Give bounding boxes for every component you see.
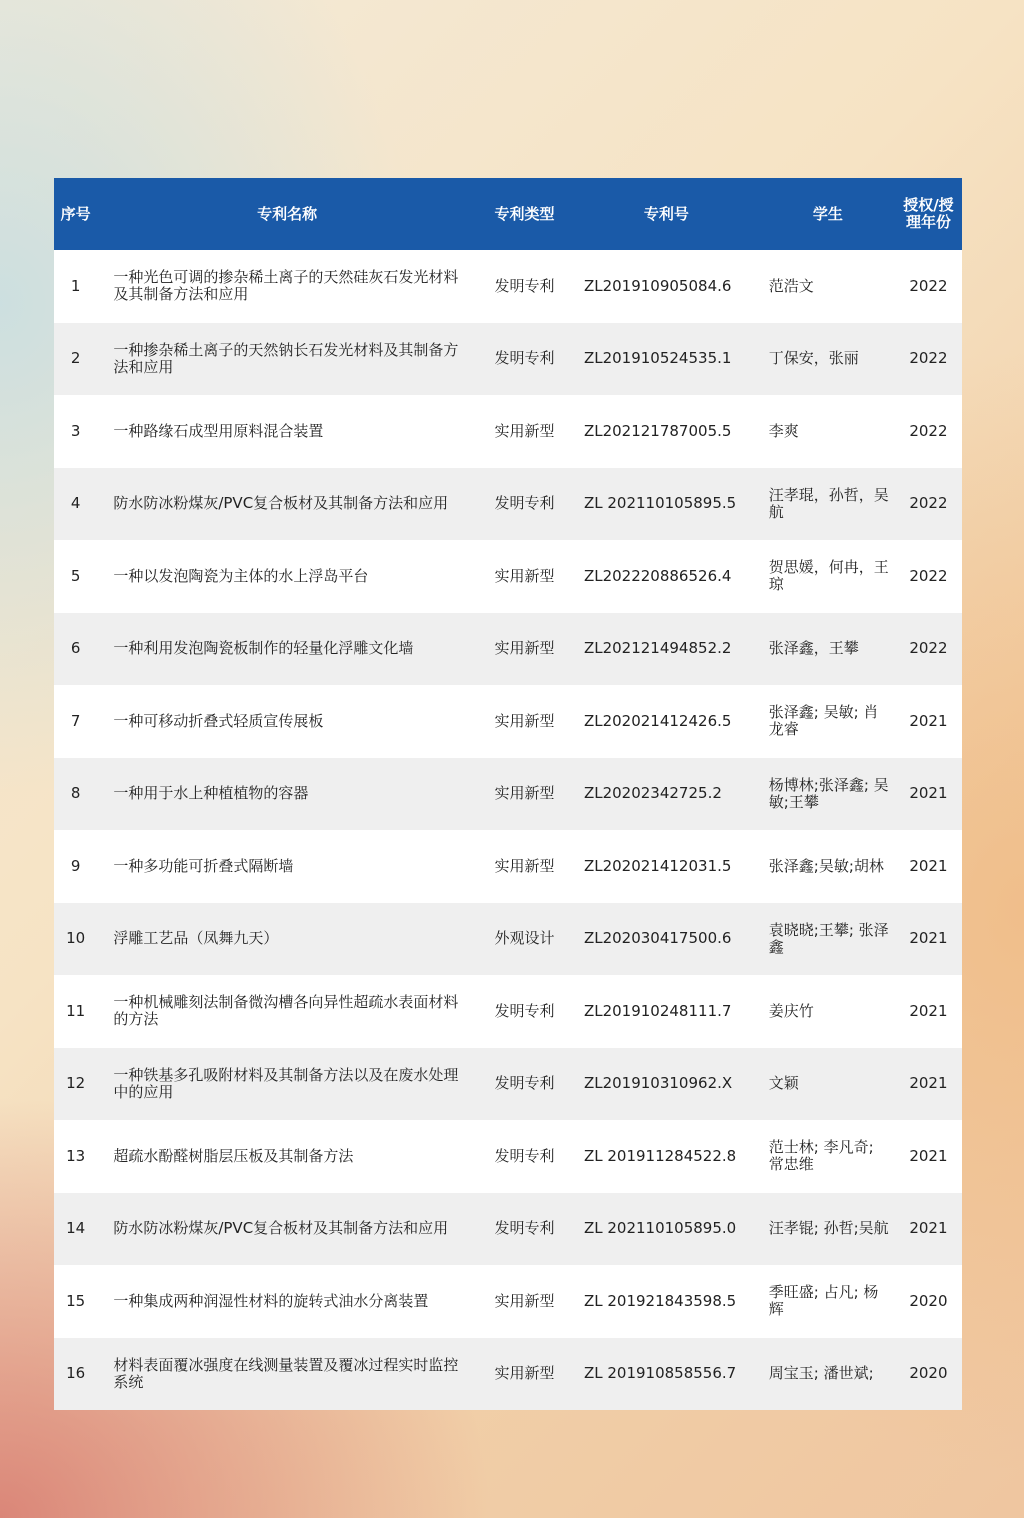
cell-type: 发明专利 xyxy=(477,250,572,323)
cell-name: 浮雕工艺品（凤舞九天） xyxy=(97,903,477,976)
table-row xyxy=(54,1338,962,1411)
cell-year: 2020 xyxy=(895,1338,962,1411)
cell-name: 一种铁基多孔吸附材料及其制备方法以及在废水处理中的应用 xyxy=(97,1048,477,1121)
cell-type: 发明专利 xyxy=(477,1193,572,1266)
header-index: 序号 xyxy=(54,178,97,250)
cell-number: ZL201910905084.6 xyxy=(572,250,761,323)
cell-name: 超疏水酚醛树脂层压板及其制备方法 xyxy=(97,1120,477,1193)
cell-student: 李爽 xyxy=(761,395,895,468)
cell-number: ZL202030417500.6 xyxy=(572,903,761,976)
header-student: 学生 xyxy=(761,178,895,250)
cell-year: 2021 xyxy=(895,1120,962,1193)
cell-name: 防水防冰粉煤灰/PVC复合板材及其制备方法和应用 xyxy=(97,1193,477,1266)
cell-index: 9 xyxy=(54,830,97,903)
cell-index: 1 xyxy=(54,250,97,323)
cell-index: 6 xyxy=(54,613,97,686)
cell-index: 16 xyxy=(54,1338,97,1411)
cell-number: ZL202121494852.2 xyxy=(572,613,761,686)
cell-name: 一种用于水上种植植物的容器 xyxy=(97,758,477,831)
cell-name: 一种路缘石成型用原料混合装置 xyxy=(97,395,477,468)
table-row xyxy=(54,903,962,976)
cell-number: ZL 202110105895.5 xyxy=(572,468,761,541)
cell-type: 实用新型 xyxy=(477,1338,572,1411)
cell-index: 4 xyxy=(54,468,97,541)
table-row xyxy=(54,975,962,1048)
cell-type: 外观设计 xyxy=(477,903,572,976)
cell-year: 2021 xyxy=(895,1048,962,1121)
cell-student: 范浩文 xyxy=(761,250,895,323)
cell-year: 2020 xyxy=(895,1265,962,1338)
cell-name: 一种光色可调的掺杂稀土离子的天然硅灰石发光材料及其制备方法和应用 xyxy=(97,250,477,323)
cell-year: 2022 xyxy=(895,468,962,541)
cell-year: 2021 xyxy=(895,685,962,758)
cell-type: 实用新型 xyxy=(477,613,572,686)
cell-type: 实用新型 xyxy=(477,1265,572,1338)
table-row xyxy=(54,1048,962,1121)
table-row xyxy=(54,830,962,903)
cell-index: 8 xyxy=(54,758,97,831)
cell-index: 15 xyxy=(54,1265,97,1338)
header-number: 专利号 xyxy=(572,178,761,250)
cell-year: 2021 xyxy=(895,1193,962,1266)
cell-number: ZL202021412031.5 xyxy=(572,830,761,903)
table-body xyxy=(54,250,962,1410)
table-row xyxy=(54,685,962,758)
cell-student: 张泽鑫;吴敏;胡林 xyxy=(761,830,895,903)
cell-index: 13 xyxy=(54,1120,97,1193)
cell-number: ZL 201921843598.5 xyxy=(572,1265,761,1338)
cell-number: ZL202220886526.4 xyxy=(572,540,761,613)
table-row xyxy=(54,395,962,468)
cell-year: 2022 xyxy=(895,613,962,686)
cell-number: ZL20202342725.2 xyxy=(572,758,761,831)
cell-number: ZL 201911284522.8 xyxy=(572,1120,761,1193)
cell-year: 2021 xyxy=(895,975,962,1048)
cell-student: 汪孝锟; 孙哲;吴航 xyxy=(761,1193,895,1266)
cell-student: 张泽鑫; 吴敏; 肖龙睿 xyxy=(761,685,895,758)
cell-student: 贺思媛，何冉，王琼 xyxy=(761,540,895,613)
cell-number: ZL201910524535.1 xyxy=(572,323,761,396)
cell-number: ZL 201910858556.7 xyxy=(572,1338,761,1411)
table-row xyxy=(54,468,962,541)
table-row xyxy=(54,1193,962,1266)
table-row xyxy=(54,1265,962,1338)
cell-type: 发明专利 xyxy=(477,975,572,1048)
cell-name: 一种多功能可折叠式隔断墙 xyxy=(97,830,477,903)
cell-type: 发明专利 xyxy=(477,1120,572,1193)
header-row xyxy=(54,178,962,250)
cell-number: ZL202121787005.5 xyxy=(572,395,761,468)
cell-type: 发明专利 xyxy=(477,323,572,396)
cell-name: 一种以发泡陶瓷为主体的水上浮岛平台 xyxy=(97,540,477,613)
cell-type: 发明专利 xyxy=(477,468,572,541)
cell-student: 张泽鑫，王攀 xyxy=(761,613,895,686)
cell-year: 2021 xyxy=(895,830,962,903)
cell-year: 2022 xyxy=(895,323,962,396)
table-row xyxy=(54,323,962,396)
header-name: 专利名称 xyxy=(97,178,477,250)
cell-index: 11 xyxy=(54,975,97,1048)
cell-student: 杨博林;张泽鑫; 吴敏;王攀 xyxy=(761,758,895,831)
cell-year: 2022 xyxy=(895,395,962,468)
cell-student: 袁晓晓;王攀; 张泽鑫 xyxy=(761,903,895,976)
cell-index: 12 xyxy=(54,1048,97,1121)
cell-type: 实用新型 xyxy=(477,830,572,903)
cell-year: 2022 xyxy=(895,250,962,323)
cell-student: 文颖 xyxy=(761,1048,895,1121)
cell-student: 丁保安，张丽 xyxy=(761,323,895,396)
cell-number: ZL202021412426.5 xyxy=(572,685,761,758)
patent-table xyxy=(54,178,962,1410)
cell-year: 2022 xyxy=(895,540,962,613)
cell-student: 周宝玉; 潘世斌; xyxy=(761,1338,895,1411)
cell-name: 一种机械雕刻法制备微沟槽各向异性超疏水表面材料的方法 xyxy=(97,975,477,1048)
patent-table-container xyxy=(54,178,962,1410)
cell-name: 材料表面覆冰强度在线测量装置及覆冰过程实时监控系统 xyxy=(97,1338,477,1411)
cell-name: 一种可移动折叠式轻质宣传展板 xyxy=(97,685,477,758)
cell-name: 一种集成两种润湿性材料的旋转式油水分离装置 xyxy=(97,1265,477,1338)
cell-number: ZL201910248111.7 xyxy=(572,975,761,1048)
cell-name: 一种掺杂稀土离子的天然钠长石发光材料及其制备方法和应用 xyxy=(97,323,477,396)
cell-type: 实用新型 xyxy=(477,758,572,831)
cell-type: 发明专利 xyxy=(477,1048,572,1121)
cell-student: 季旺盛; 占凡; 杨辉 xyxy=(761,1265,895,1338)
table-row xyxy=(54,613,962,686)
header-type: 专利类型 xyxy=(477,178,572,250)
cell-number: ZL 202110105895.0 xyxy=(572,1193,761,1266)
table-header xyxy=(54,178,962,250)
cell-index: 14 xyxy=(54,1193,97,1266)
cell-name: 一种利用发泡陶瓷板制作的轻量化浮雕文化墙 xyxy=(97,613,477,686)
table-row xyxy=(54,540,962,613)
cell-type: 实用新型 xyxy=(477,395,572,468)
cell-type: 实用新型 xyxy=(477,540,572,613)
cell-index: 7 xyxy=(54,685,97,758)
cell-year: 2021 xyxy=(895,903,962,976)
cell-year: 2021 xyxy=(895,758,962,831)
cell-type: 实用新型 xyxy=(477,685,572,758)
table-row xyxy=(54,1120,962,1193)
cell-index: 3 xyxy=(54,395,97,468)
table-row xyxy=(54,250,962,323)
cell-number: ZL201910310962.X xyxy=(572,1048,761,1121)
cell-index: 5 xyxy=(54,540,97,613)
cell-student: 汪孝琨，孙哲，吴航 xyxy=(761,468,895,541)
cell-name: 防水防冰粉煤灰/PVC复合板材及其制备方法和应用 xyxy=(97,468,477,541)
cell-index: 10 xyxy=(54,903,97,976)
cell-student: 范士林; 李凡奇; 常忠维 xyxy=(761,1120,895,1193)
header-year: 授权/授理年份 xyxy=(895,178,962,250)
cell-student: 姜庆竹 xyxy=(761,975,895,1048)
table-row xyxy=(54,758,962,831)
cell-index: 2 xyxy=(54,323,97,396)
